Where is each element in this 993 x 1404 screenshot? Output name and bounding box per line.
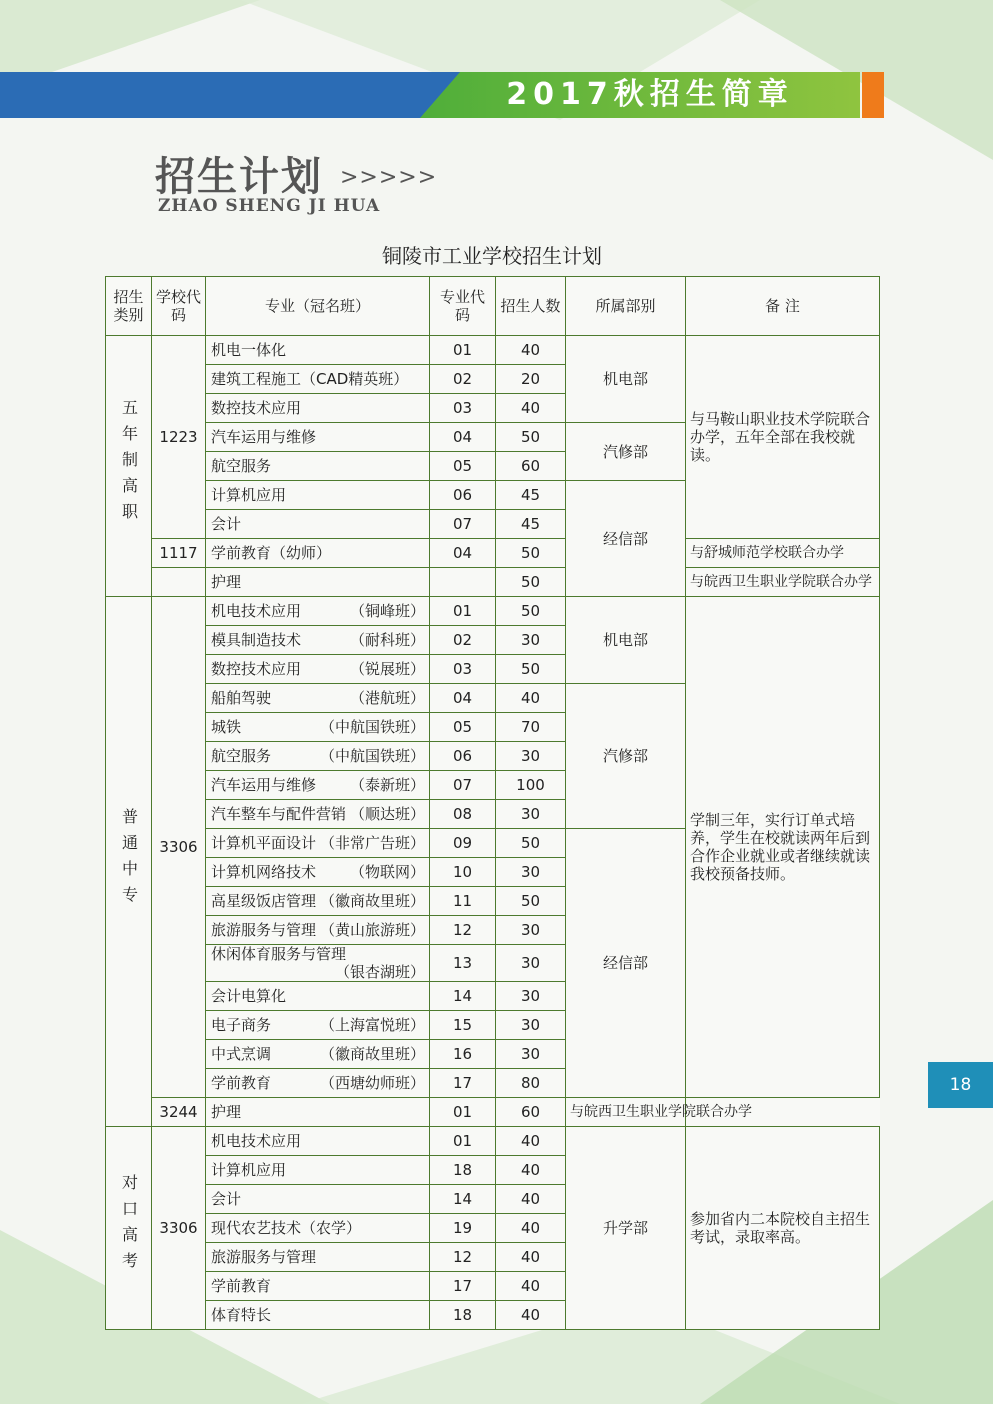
department-cell: 机电部	[566, 336, 686, 423]
school-code-cell: 1223	[152, 336, 206, 539]
department-cell: 汽修部	[566, 423, 686, 481]
major-cell: 模具制造技术 （耐科班）	[206, 626, 430, 655]
major-cell: 计算机平面设计 （非常广告班）	[206, 829, 430, 858]
major-code-cell: 06	[430, 481, 496, 510]
major-code-cell: 04	[430, 539, 496, 568]
count-cell: 30	[496, 1040, 566, 1069]
header-enrollment: 招生人数	[496, 277, 566, 336]
major-code-cell: 09	[430, 829, 496, 858]
count-cell: 50	[496, 655, 566, 684]
count-cell: 60	[496, 452, 566, 481]
major-code-cell: 06	[430, 742, 496, 771]
count-cell: 50	[496, 887, 566, 916]
major-code-cell: 01	[430, 597, 496, 626]
major-cell: 计算机应用	[206, 481, 430, 510]
remark-cell: 学制三年，实行订单式培养，学生在校就读两年后到合作企业就业或者继续就读我校预备技师。	[686, 597, 880, 1098]
major-code-cell: 03	[430, 394, 496, 423]
count-cell: 30	[496, 945, 566, 982]
count-cell: 30	[496, 742, 566, 771]
section-title: 招生计划	[155, 154, 323, 200]
table-row	[106, 597, 880, 626]
table-title: 铜陵市工业学校招生计划	[382, 244, 602, 268]
school-code-cell: 1117	[152, 539, 206, 568]
major-code-cell: 01	[430, 336, 496, 365]
count-cell: 40	[496, 1156, 566, 1185]
header-school-code: 学校代码	[152, 277, 206, 336]
remark-cell: 与皖西卫生职业学院联合办学	[566, 1098, 686, 1127]
count-cell: 50	[496, 568, 566, 597]
major-cell: 数控技术应用 （锐展班）	[206, 655, 430, 684]
major-cell: 会计	[206, 510, 430, 539]
major-cell: 电子商务 （上海富悦班）	[206, 1011, 430, 1040]
major-code-cell: 15	[430, 1011, 496, 1040]
count-cell: 40	[496, 1301, 566, 1330]
department-cell: 升学部	[566, 1127, 686, 1330]
count-cell: 40	[496, 684, 566, 713]
school-code-cell: 3306	[152, 1127, 206, 1330]
department-cell: 汽修部	[566, 684, 686, 829]
count-cell: 40	[496, 394, 566, 423]
count-cell: 50	[496, 423, 566, 452]
count-cell: 50	[496, 829, 566, 858]
major-code-cell: 16	[430, 1040, 496, 1069]
header-major: 专业（冠名班）	[206, 277, 430, 336]
major-cell: 计算机应用	[206, 1156, 430, 1185]
count-cell: 30	[496, 916, 566, 945]
count-cell: 40	[496, 1185, 566, 1214]
count-cell: 20	[496, 365, 566, 394]
major-code-cell: 07	[430, 771, 496, 800]
major-cell: 学前教育 （西塘幼师班）	[206, 1069, 430, 1098]
major-cell: 高星级饭店管理 （徽商故里班）	[206, 887, 430, 916]
count-cell: 30	[496, 858, 566, 887]
major-cell: 航空服务 （中航国铁班）	[206, 742, 430, 771]
table-row	[106, 568, 880, 597]
major-code-cell	[430, 568, 496, 597]
major-code-cell: 04	[430, 684, 496, 713]
major-cell: 机电技术应用	[206, 1127, 430, 1156]
major-cell: 汽车运用与维修 （泰新班）	[206, 771, 430, 800]
header-department: 所属部别	[566, 277, 686, 336]
major-code-cell: 04	[430, 423, 496, 452]
table-header-row	[106, 277, 880, 336]
major-code-cell: 14	[430, 1185, 496, 1214]
table-row	[106, 1098, 880, 1127]
remark-cell: 与马鞍山职业技术学院联合办学，五年全部在我校就读。	[686, 336, 880, 539]
major-code-cell: 12	[430, 1243, 496, 1272]
major-cell: 机电技术应用 （铜峰班）	[206, 597, 430, 626]
count-cell: 40	[496, 336, 566, 365]
school-code-cell: 3306	[152, 597, 206, 1098]
department-cell: 经信部	[566, 829, 686, 1098]
major-code-cell: 17	[430, 1069, 496, 1098]
major-code-cell: 19	[430, 1214, 496, 1243]
major-cell: 护理	[206, 568, 430, 597]
category-cell: 对口高考	[106, 1127, 152, 1330]
major-code-cell: 02	[430, 365, 496, 394]
count-cell: 100	[496, 771, 566, 800]
major-cell: 城铁 （中航国铁班）	[206, 713, 430, 742]
major-code-cell: 18	[430, 1156, 496, 1185]
section-arrows: >>>>>	[340, 165, 438, 190]
category-cell: 普通中专	[106, 597, 152, 1127]
count-cell: 45	[496, 510, 566, 539]
table-row	[106, 1127, 880, 1156]
major-code-cell: 17	[430, 1272, 496, 1301]
remark-cell: 参加省内二本院校自主招生考试，录取率高。	[686, 1127, 880, 1330]
major-cell: 体育特长	[206, 1301, 430, 1330]
count-cell: 30	[496, 800, 566, 829]
major-cell: 休闲体育服务与管理 （银杏湖班）	[206, 945, 430, 982]
header-category: 招生类别	[106, 277, 152, 336]
count-cell: 70	[496, 713, 566, 742]
major-code-cell: 03	[430, 655, 496, 684]
count-cell: 50	[496, 597, 566, 626]
count-cell: 30	[496, 982, 566, 1011]
major-code-cell: 10	[430, 858, 496, 887]
major-code-cell: 01	[430, 1127, 496, 1156]
count-cell: 30	[496, 626, 566, 655]
page-number: 18	[928, 1062, 993, 1108]
table-row	[106, 336, 880, 365]
department-cell: 经信部	[566, 481, 686, 597]
major-cell: 旅游服务与管理 （黄山旅游班）	[206, 916, 430, 945]
department-cell: 机电部	[566, 597, 686, 684]
major-cell: 汽车运用与维修	[206, 423, 430, 452]
table-row	[106, 539, 880, 568]
major-cell: 现代农艺技术（农学）	[206, 1214, 430, 1243]
major-code-cell: 02	[430, 626, 496, 655]
major-cell: 机电一体化	[206, 336, 430, 365]
major-code-cell: 18	[430, 1301, 496, 1330]
major-code-cell: 08	[430, 800, 496, 829]
remark-cell: 与舒城师范学校联合办学	[686, 539, 880, 568]
major-cell: 会计	[206, 1185, 430, 1214]
count-cell: 45	[496, 481, 566, 510]
count-cell: 80	[496, 1069, 566, 1098]
major-code-cell: 13	[430, 945, 496, 982]
count-cell: 60	[496, 1098, 566, 1127]
count-cell: 40	[496, 1272, 566, 1301]
major-cell: 船舶驾驶 （港航班）	[206, 684, 430, 713]
enrollment-plan-table	[105, 276, 880, 1330]
count-cell: 30	[496, 1011, 566, 1040]
school-code-cell	[152, 568, 206, 597]
school-code-cell: 3244	[152, 1098, 206, 1127]
brochure-title: 2017秋招生简章	[506, 77, 794, 112]
major-cell: 建筑工程施工（CAD精英班）	[206, 365, 430, 394]
major-code-cell: 12	[430, 916, 496, 945]
major-code-cell: 14	[430, 982, 496, 1011]
major-cell: 学前教育（幼师）	[206, 539, 430, 568]
major-code-cell: 05	[430, 452, 496, 481]
major-cell: 中式烹调 （徽商故里班）	[206, 1040, 430, 1069]
major-code-cell: 07	[430, 510, 496, 539]
major-cell: 航空服务	[206, 452, 430, 481]
count-cell: 40	[496, 1243, 566, 1272]
major-cell: 数控技术应用	[206, 394, 430, 423]
major-cell: 计算机网络技术 （物联网）	[206, 858, 430, 887]
major-cell: 旅游服务与管理	[206, 1243, 430, 1272]
major-cell: 护理	[206, 1098, 430, 1127]
header-major-code: 专业代码	[430, 277, 496, 336]
count-cell: 40	[496, 1214, 566, 1243]
header-remarks: 备 注	[686, 277, 880, 336]
category-cell: 五年制高职	[106, 336, 152, 597]
major-code-cell: 01	[430, 1098, 496, 1127]
count-cell: 50	[496, 539, 566, 568]
header-bar-accent	[862, 72, 884, 118]
major-cell: 会计电算化	[206, 982, 430, 1011]
remark-cell: 与皖西卫生职业学院联合办学	[686, 568, 880, 597]
count-cell: 40	[496, 1127, 566, 1156]
section-pinyin: ZHAO SHENG JI HUA	[158, 196, 381, 216]
major-cell: 学前教育	[206, 1272, 430, 1301]
major-code-cell: 05	[430, 713, 496, 742]
major-cell: 汽车整车与配件营销 （顺达班）	[206, 800, 430, 829]
major-code-cell: 11	[430, 887, 496, 916]
